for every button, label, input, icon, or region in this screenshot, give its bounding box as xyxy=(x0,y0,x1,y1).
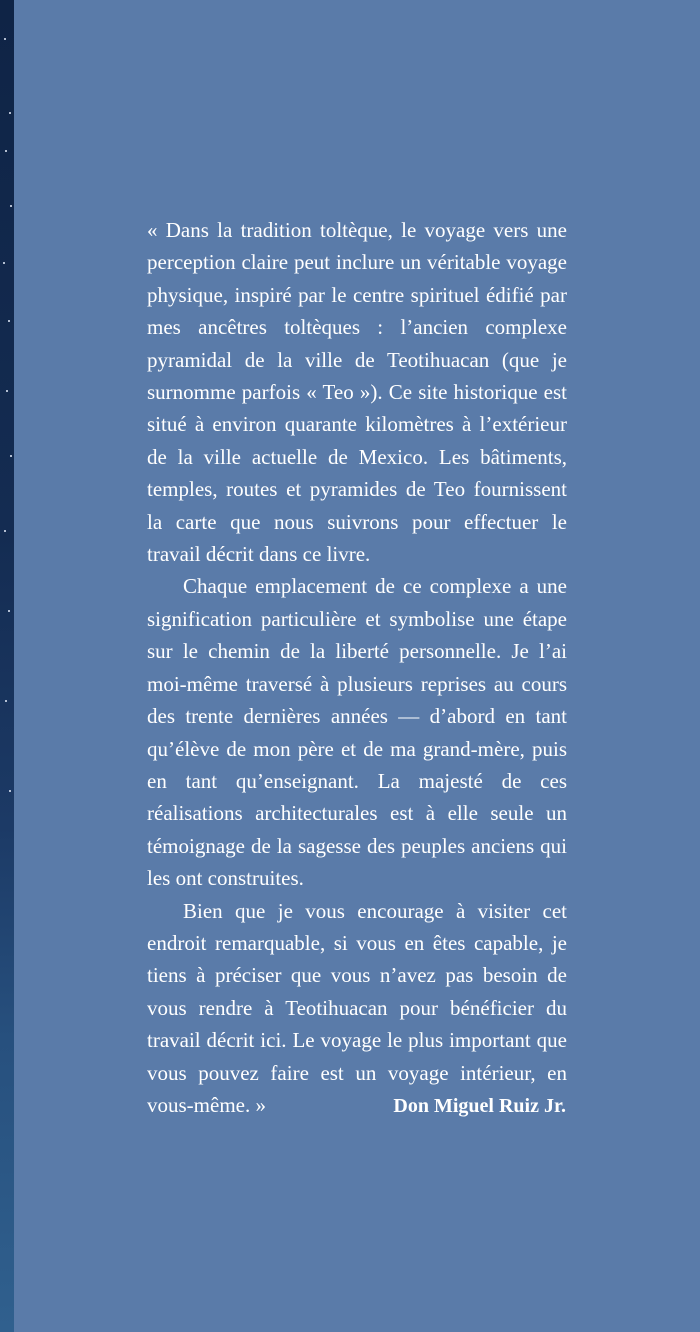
star-icon xyxy=(6,390,8,392)
star-icon xyxy=(3,262,5,264)
star-icon xyxy=(4,530,6,532)
star-icon xyxy=(8,320,10,322)
star-icon xyxy=(9,112,11,114)
star-icon xyxy=(10,455,12,457)
quote-paragraph-1: « Dans la tradition toltèque, le voyage vers une perception claire peut inclure un véritable voyage physique, inspiré par le centre spirituel édifié par mes ancêtres toltèques : l’ancien complexe pyramidal de la ville de Teotihuacan (que je surnomme parfois « Teo »). Ce site historique est situé à environ quarante kilomètres à l’extérieur de la ville actuelle de Mexico. Les bâtiments, temples, routes et pyramides de Teo fournissent la carte que nous suivrons pour effectuer le travail décrit dans ce livre. xyxy=(147,218,567,567)
back-cover-quote xyxy=(147,214,567,1121)
night-sky-strip xyxy=(0,0,14,1332)
star-icon xyxy=(5,150,7,152)
star-icon xyxy=(5,700,7,702)
quote-paragraph-3: Bien que je vous encourage à visiter cet endroit remarquable, si vous en êtes capable, je tiens à préciser que vous n’avez pas besoin de vous rendre à Teotihuacan pour bénéficier du travail décrit ici. Le voyage le plus important que vous pouvez faire est un voyage intérieur, en vous-même. » xyxy=(147,898,567,1117)
star-icon xyxy=(9,790,11,792)
star-icon xyxy=(4,38,6,40)
author-signature: Don Miguel Ruiz Jr. xyxy=(393,1095,566,1117)
star-icon xyxy=(10,205,12,207)
quote-paragraph-2: Chaque emplacement de ce complexe a une signification particulière et symbolise une étape sur le chemin de la liberté personnelle. Je l’ai moi-même traversé à plusieurs reprises au cours des trente dernières années — d’abord en tant qu’élève de mon père et de ma grand-mère, puis en tant qu’enseignant. La majesté de ces réalisations architecturales est à elle seule un témoignage de la sagesse des peuples anciens qui les ont construites. xyxy=(147,574,567,891)
star-icon xyxy=(8,610,10,612)
